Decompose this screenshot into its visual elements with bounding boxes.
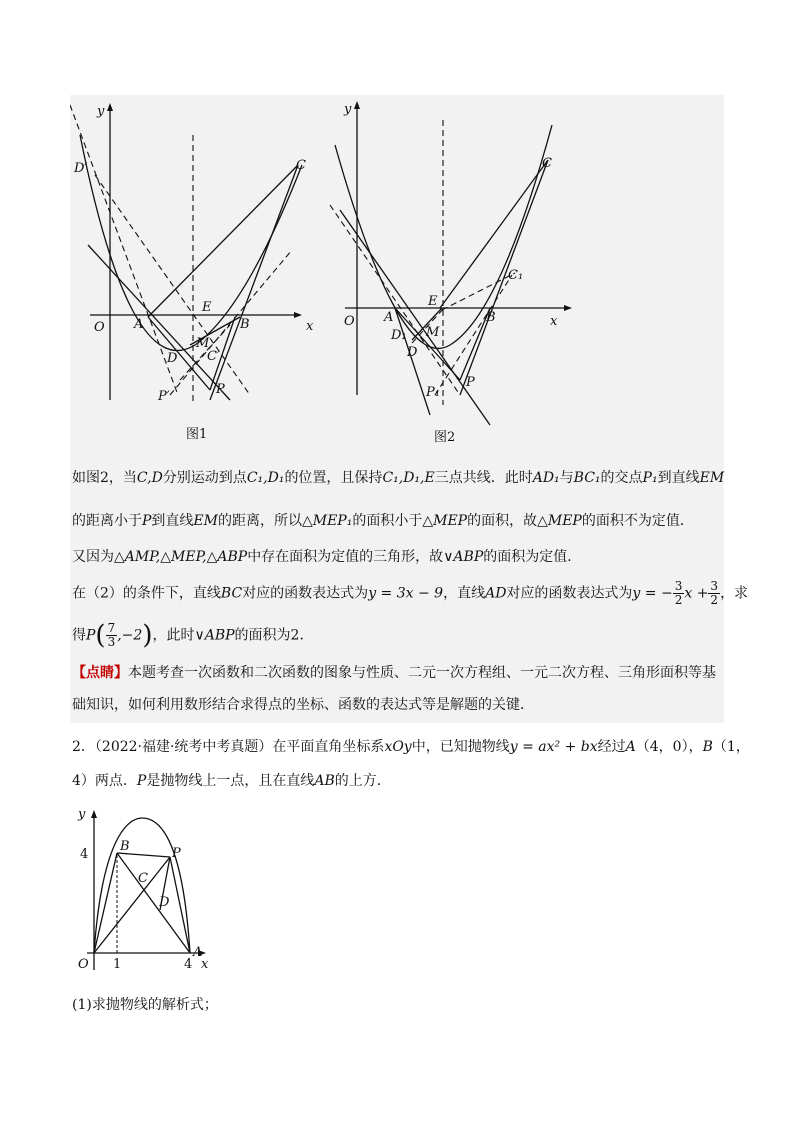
fig2-label-c1: C₁ [508, 268, 524, 283]
fig3-label-b: B [120, 839, 130, 854]
fig2-line-ap1 [395, 308, 430, 415]
fig3-label-a: A [193, 945, 203, 960]
fig1-line-ad [148, 317, 210, 390]
fig2-label-b: B [486, 310, 496, 325]
fig1-label-a: A [134, 317, 144, 332]
fig1-label-d: D [167, 351, 178, 366]
figure-1 [70, 95, 320, 450]
fig3-label-x: x [201, 957, 209, 972]
fig1-line-pc [210, 165, 298, 400]
fig1-label-x: x [306, 319, 314, 334]
fig1-label-dprime: D′ [74, 161, 88, 176]
fig2-label-a: A [384, 310, 394, 325]
figure-2 [320, 95, 580, 450]
fig3-label-one: 1 [113, 957, 122, 972]
fig2-line-ec [440, 160, 548, 308]
fig1-label-b: B [240, 317, 250, 332]
figure-3 [72, 800, 222, 980]
fig2-label-e: E [428, 294, 438, 309]
fig3-label-o: O [78, 957, 89, 972]
fraction-seven-thirds: $\frac{7}{3}$ [107, 621, 116, 649]
sub-question-1: (1)求抛物线的解析式； [72, 997, 218, 1013]
fraction-three-halves-1: $\frac{3}{2}$ [674, 579, 683, 607]
fig3-label-four-x: 4 [184, 957, 193, 972]
solution-line-4: 在（2）的条件下，直线BC对应的函数表达式为y = 3x − 9，直线AD对应的函数表达式为y = − $\frac{3}{2}$ x + $\frac{3}{2}$ ，求 [72, 579, 749, 607]
fig2-line-ad [395, 308, 460, 380]
question-2-line-2: 4）两点．P是抛物线上一点，且在直线AB的上方． [72, 773, 391, 789]
comment-line-2: 础知识，如何利用数形结合求得点的坐标、函数的表达式等是解题的关键． [72, 697, 534, 713]
fig1-label-pprime: P′ [158, 389, 170, 404]
fig2-label-c: C [542, 156, 552, 171]
fig3-label-d: D [159, 895, 170, 910]
fig2-label-m: M [426, 325, 440, 340]
fig3-label-y: y [78, 807, 86, 822]
fig2-label-p1: P₁ [426, 385, 440, 400]
fig2-label-y: y [344, 102, 352, 117]
fig1-dashed-1 [70, 105, 178, 395]
fig1-dashed-3 [170, 250, 292, 395]
solution-line-5: 得P( $\frac{7}{3}$ ,−2)，此时∨ABP的面积为2． [72, 620, 314, 651]
fig1-label-y: y [97, 104, 105, 119]
fig3-label-four-y: 4 [80, 847, 89, 862]
solution-line-3: 又因为△AMP,△MEP,△ABP中存在面积为定值的三角形，故∨ABP的面积为定值． [72, 549, 582, 565]
fig3-label-p: P [172, 846, 181, 861]
fig2-caption: 图2 [434, 430, 456, 445]
question-2-line-1: 2．（2022·福建·统考中考真题）在平面直角坐标系xOy中，已知抛物线y = ax² + bx经过A（4，0），B（1， [72, 739, 750, 755]
solution-line-2: 的距离小于P到直线EM的距离，所以△MEP₁的面积小于△MEP的面积，故△MEP的面积不为定值． [72, 513, 694, 529]
fig2-label-p: P [466, 375, 475, 390]
comment-tag: 【点睛】 [72, 665, 128, 681]
fig1-label-e: E [202, 300, 212, 315]
fig2-line-pc [460, 160, 548, 395]
fig2-label-d: D [407, 345, 418, 360]
fig1-label-o: O [94, 320, 105, 335]
fig1-line-ap [88, 245, 230, 400]
fig3-label-c: C [138, 871, 148, 886]
solution-line-1: 如图2，当C,D分别运动到点C₁,D₁的位置，且保持C₁,D₁,E三点共线．此时AD₁与BC₁的交点P₁到直线EM [72, 470, 725, 486]
fig2-line-ap [340, 210, 490, 425]
fig1-line-ac [148, 165, 298, 317]
fig1-caption: 图1 [186, 427, 208, 442]
fig2-label-d1: D₁ [391, 328, 407, 343]
fraction-three-halves-2: $\frac{3}{2}$ [710, 579, 719, 607]
fig1-label-cprime: C′ [207, 349, 220, 364]
fig2-dashed-1 [330, 205, 460, 395]
fig2-label-x: x [550, 314, 558, 329]
fig2-label-o: O [344, 314, 355, 329]
fig1-label-c: C [296, 158, 306, 173]
comment-line-1: 【点睛】本题考查一次函数和二次函数的图象与性质、二元一次方程组、一元二次方程、三角形面积等基 [72, 665, 716, 681]
fig1-label-m: M [196, 336, 210, 351]
fig1-label-p: P [216, 382, 225, 397]
